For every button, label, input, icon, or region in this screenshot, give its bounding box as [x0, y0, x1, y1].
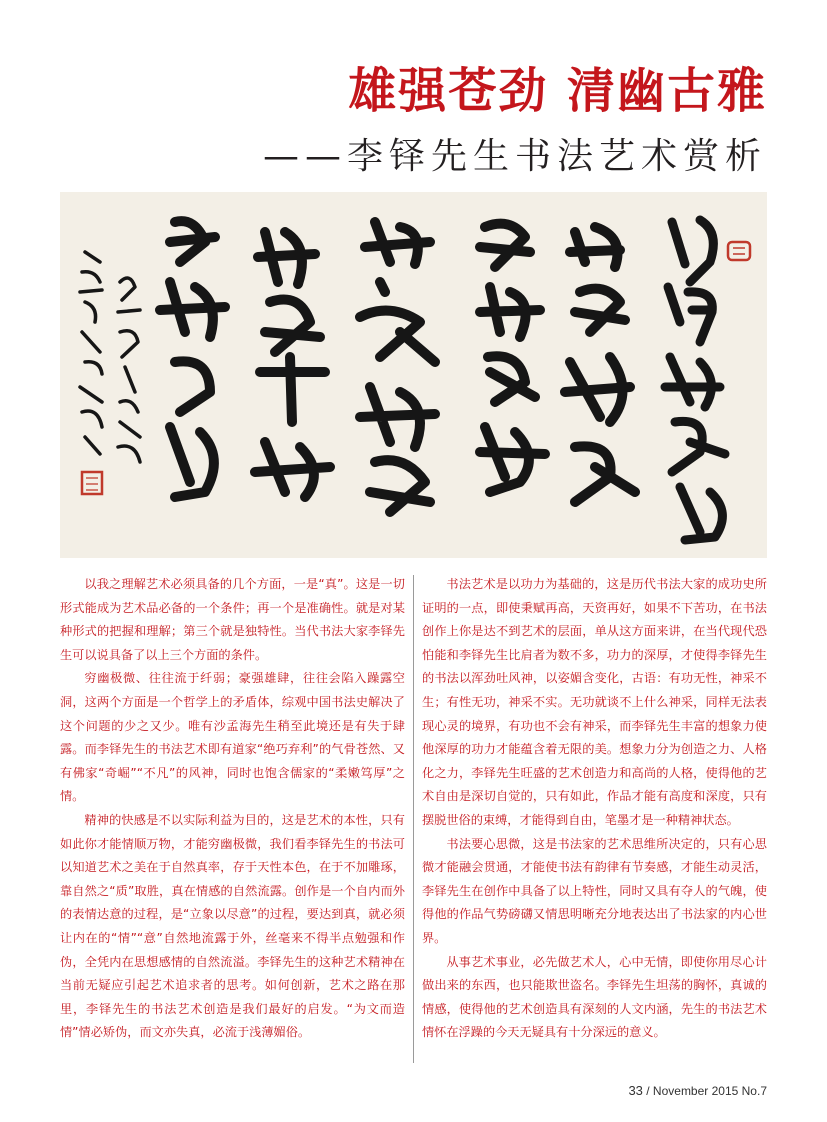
left-paragraph-3: 精神的快感是不以实际利益为目的，这是艺术的本性，只有如此你才能情顺万物，才能穷幽极微，我们看李铎先生的书法可以知道艺术之美在于自然真率，存于天性本色，在于不加雕琢，靠自然之“质”取胜，真在情感的自然流露。创作是一个自内而外的表情达意的过程，是“立象以尽意”的过程，要达到真，就必须让内在的“情”“意”自然地流露于外，丝毫来不得半点勉强和作伪，全凭内在思想感情的自然流溢。李铎先生的这种艺术精神在当前无疑应引起艺术追求者的思考。如何创新，艺术之路在那里，李铎先生的书法艺术创造是我们最好的启发。“为文而造情”情必矫伪，而文亦失真，必流于浅薄媚俗。	[60, 812, 405, 1040]
article-title: 雄强苍劲 清幽古雅	[348, 63, 767, 119]
right-paragraph-3: 从事艺术事业，必先做艺术人，心中无情，即使你用尽心计做出来的东西，也只能欺世盗名。李铎先生坦荡的胸怀，真诚的情感，使得他的艺术创造具有深刻的人文内涵，先生的书法艺术情怀在浮躁的今天无疑具有十分深远的意义。	[422, 954, 767, 1040]
left-text-column	[60, 573, 405, 1045]
article-subtitle: ——李铎先生书法艺术赏析	[262, 136, 767, 177]
page-number: 33	[628, 1083, 643, 1098]
left-paragraph-1: 以我之理解艺术必须具备的几个方面，一是“真”。这是一切形式能成为艺术品必备的一个条件；再一个是准确性。就是对某种形式的把握和理解；第三个就是独特性。当代书法大家李铎先生可以说具备了以上三个方面的条件。	[60, 577, 405, 662]
column-divider	[413, 575, 414, 1063]
calligraphy-artwork	[60, 192, 767, 558]
left-paragraph-2: 穷幽极微、往往流于纤弱；豪强雄肆，往往会陷入躁露空洞，这两个方面是一个哲学上的矛盾体，综观中国书法史解决了这个问题的少之又少。唯有沙孟海先生稍至此境还是有失于肆露。而李铎先生的书法艺术即有道家“绝巧弃利”的气骨苍然、又有佛家“奇崛”“不凡”的风神，同时也饱含儒家的“柔嫩笃厚”之情。	[60, 671, 405, 804]
right-paragraph-2: 书法要心思微，这是书法家的艺术思维所决定的，只有心思微才能融会贯通，才能使书法有韵律有节奏感，才能生动灵活，李铎先生在创作中具备了以上特性，同时又具有夺人的气魄，使得他的作品气势磅礴又情思明晰充分地表达出了书法家的内心世界。	[422, 836, 767, 945]
right-text-column	[422, 573, 767, 1045]
issue-label: / November 2015 No.7	[642, 1084, 767, 1098]
page-footer	[628, 1083, 767, 1098]
right-paragraph-1: 书法艺术是以功力为基础的，这是历代书法大家的成功史所证明的一点，即使秉赋再高，天资再好，如果不下苦功，在书法创作上你是达不到艺术的层面，单从这方面来讲，在当代现代恐怕能和李铎先生比肩者为数不多，功力的深厚，才使得李铎先生的书法以浑劲吐风神，以姿媚含变化，古语：有功无性，神采不生；有性无功，神采不实。无功就谈不上什么神采，同样无法表现心灵的境界，有功也不会有神采，而李铎先生丰富的想象力使他深厚的功力才能蕴含着无限的美。想象力分为创造之力、人格化之力，李铎先生旺盛的艺术创造力和高尚的人格，使得他的艺术自由是深切自觉的，只有如此，作品才能有高度和深度，只有摆脱世俗的束缚，才能得到自由，笔墨才是一种精神状态。	[422, 577, 767, 827]
calligraphy-strokes	[60, 192, 767, 558]
